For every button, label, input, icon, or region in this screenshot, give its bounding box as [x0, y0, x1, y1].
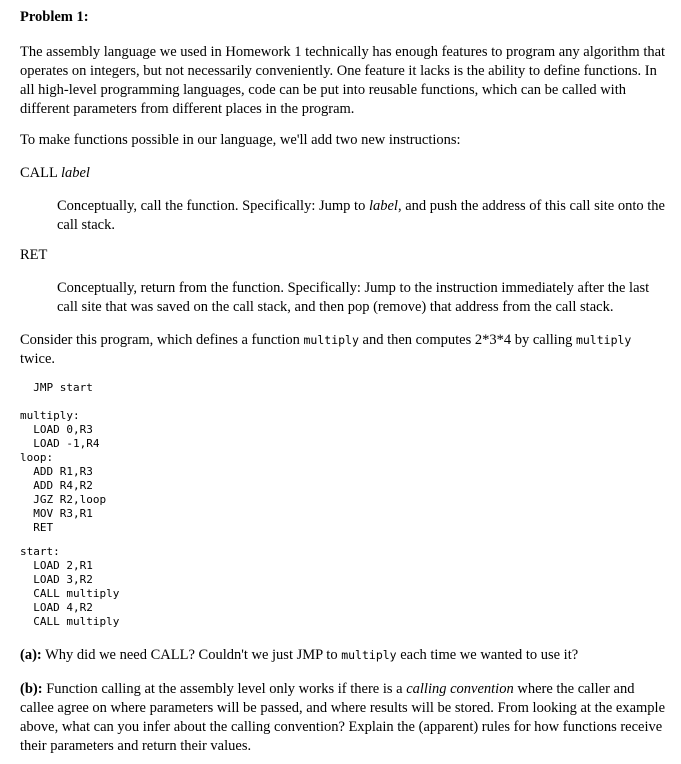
code-start-block: start: LOAD 2,R1 LOAD 3,R2 CALL multiply LOAD 4,R2 CALL multiply: [20, 545, 120, 628]
question-a-part-2: each time we wanted to use it?: [396, 647, 579, 663]
question-a: [20, 646, 668, 665]
question-a-label: (a):: [20, 647, 42, 663]
problem-heading-text: Problem 1:: [20, 9, 89, 25]
question-b-label: (b):: [20, 681, 43, 697]
ret-description: Conceptually, return from the function. Specifically: Jump to the instruction immediately after the last call site that was saved on the call stack, and then pop (remove) that address from the call stack.: [57, 280, 650, 315]
call-instruction-signature: [20, 164, 90, 183]
consider-part-3: twice.: [20, 351, 56, 367]
call-desc-label: label: [368, 198, 398, 214]
call-desc-part-2: , and push the address of this call site onto the call stack.: [57, 198, 665, 233]
consider-part-2: and then computes 2*3*4 by calling: [358, 332, 576, 348]
question-a-code: multiply: [341, 648, 397, 662]
call-desc-part-1: Conceptually, call the function. Specifically: Jump to: [57, 198, 369, 214]
intro-paragraph: The assembly language we used in Homework 1 technically has enough features to program any algorithm that operates on integers, but not necessarily conveniently. One feature it lacks is the ability to define functions. In all high-level programming languages, code can be put into reusable functions, which can be called with different parameters from different places in the program.: [20, 44, 666, 117]
call-keyword: CALL: [20, 165, 58, 181]
call-description: [57, 197, 669, 235]
consider-code-1: multiply: [303, 333, 359, 347]
question-a-part-1: Why did we need CALL? Couldn't we just JMP to: [41, 647, 342, 663]
problem-heading: [20, 8, 89, 27]
consider-part-1: Consider this program, which defines a function: [20, 332, 304, 348]
code-multiply-block: multiply: LOAD 0,R3 LOAD -1,R4 loop: ADD R1,R3 ADD R4,R2 JGZ R2,loop MOV R3,R1 RET: [20, 409, 107, 534]
new-instructions-paragraph: To make functions possible in our language, we'll add two new instructions:: [20, 132, 461, 148]
consider-paragraph: [20, 331, 668, 369]
question-b: [20, 680, 668, 756]
ret-keyword: RET: [20, 247, 48, 263]
question-b-part-1: Function calling at the assembly level only works if there is a: [42, 681, 407, 697]
question-b-term: calling convention: [406, 681, 514, 697]
question-b-part-2: where the caller and callee agree on where parameters will be passed, and where results will be stored. From looking at the example above, what can you infer about the calling convention? Explain the (apparent) rules for how functions receive their parameters and return their values.: [20, 681, 666, 754]
code-jmp-block: JMP start: [20, 381, 93, 394]
consider-code-2: multiply: [575, 333, 632, 347]
call-arg: label: [60, 165, 90, 181]
ret-instruction-signature: [20, 246, 47, 265]
